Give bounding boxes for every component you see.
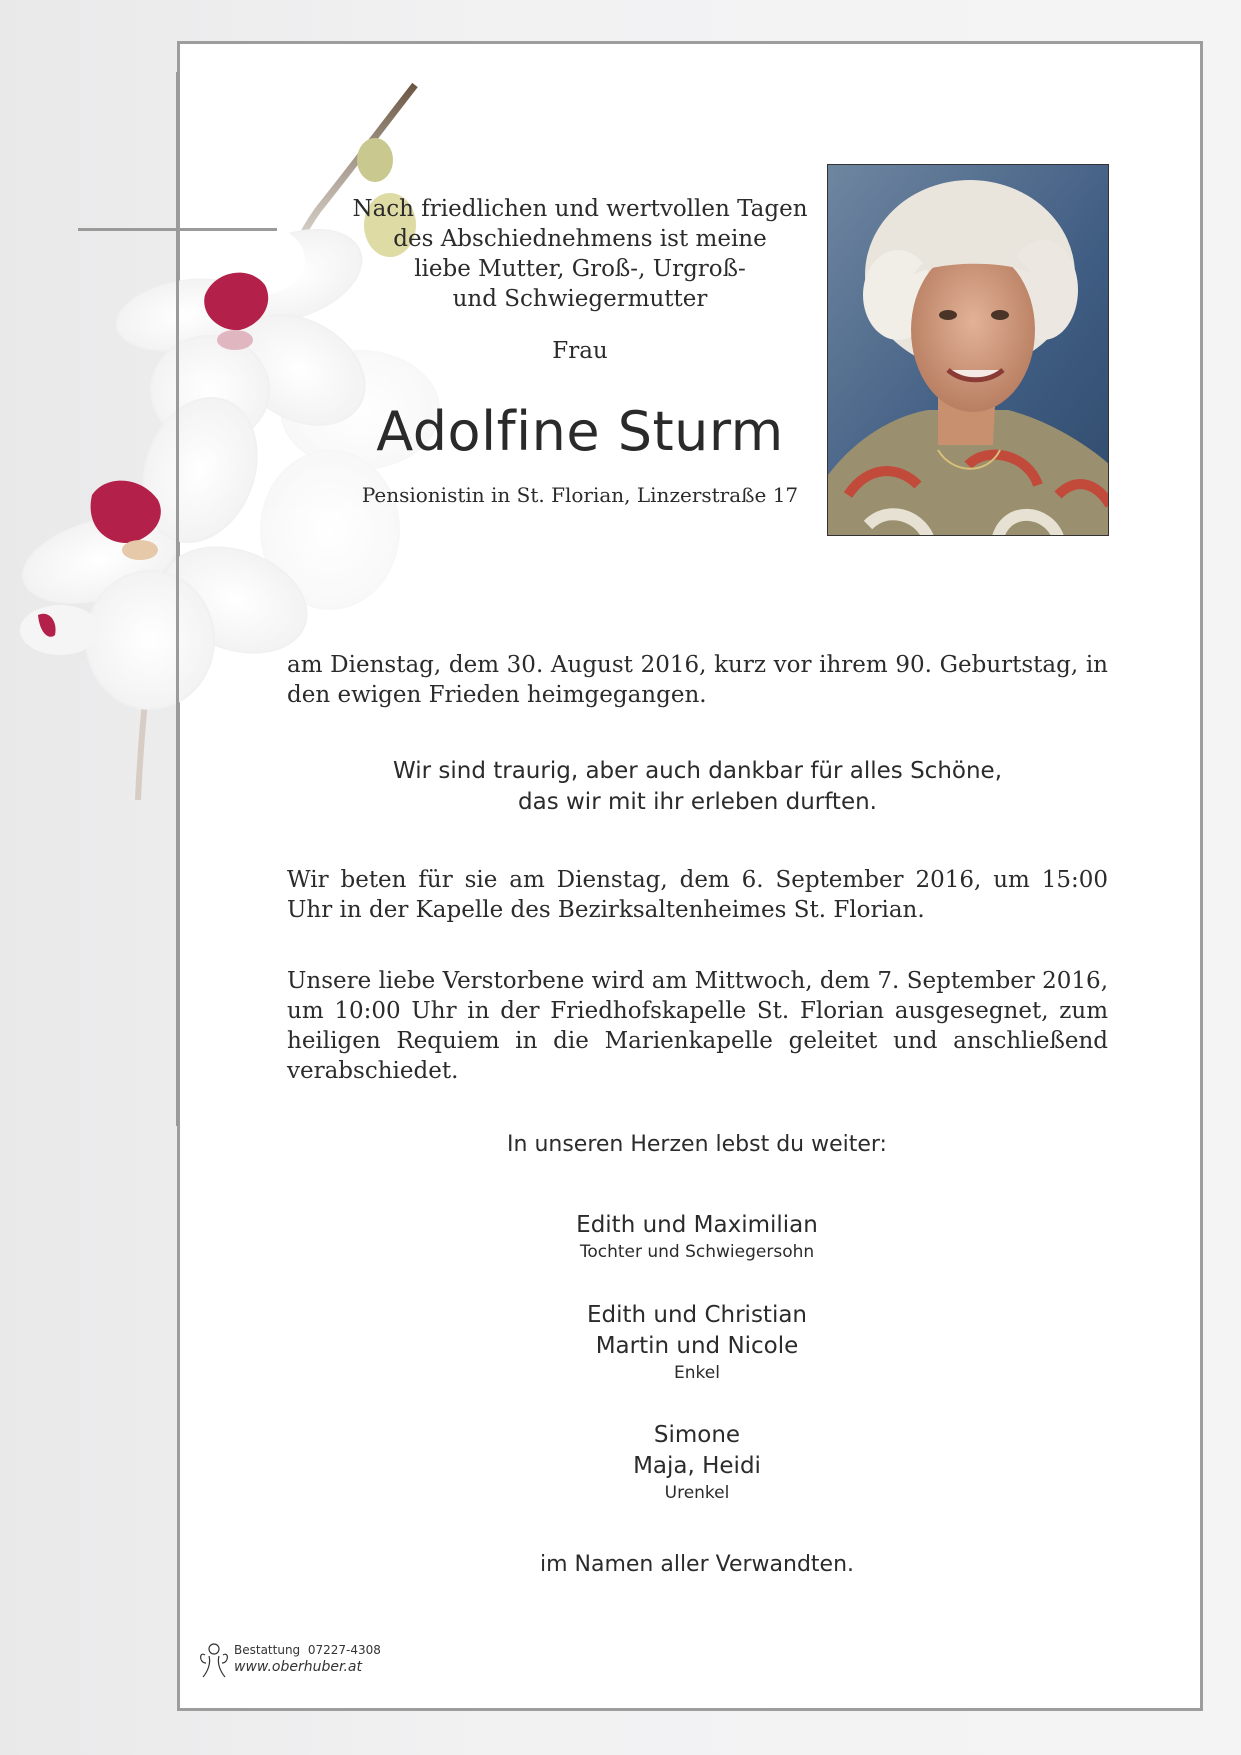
intro-text xyxy=(330,194,830,314)
mourner-group xyxy=(487,1300,907,1384)
quote-line: das wir mit ihr erleben durften. xyxy=(518,789,877,815)
salutation: Frau xyxy=(552,338,608,364)
occupation-address: Pensionistin in St. Florian, Linzerstraße 17 xyxy=(361,483,799,507)
mourner-role: Enkel xyxy=(674,1363,720,1383)
mourner-name: Simone xyxy=(653,1422,741,1448)
intro-line: und Schwiegermutter xyxy=(452,286,708,312)
mourner-name: Martin und Nicole xyxy=(595,1333,799,1359)
logo-label: Bestattung xyxy=(234,1643,301,1657)
funeral-text: Unsere liebe Verstorbene wird am Mittwoch, dem 7. September 2016, um 10:00 Uhr in der Friedhofskapelle St. Florian ausgesegnet, zum heiligen Requiem in die Marienkapelle geleitet und anschließend verabschiedet. xyxy=(287,968,1108,1084)
angel-logo-icon xyxy=(197,1641,229,1679)
logo-website[interactable]: www.oberhuber.at xyxy=(234,1659,362,1675)
mourner-name: Edith und Christian xyxy=(586,1302,808,1328)
cross-horizontal-bar xyxy=(78,228,277,231)
death-notice-text: am Dienstag, dem 30. August 2016, kurz vor ihrem 90. Geburtstag, in den ewigen Frieden heimgegangen. xyxy=(287,652,1108,708)
intro-line: Nach friedlichen und wertvollen Tagen xyxy=(352,196,808,222)
intro-line: des Abschiednehmens ist meine xyxy=(393,226,767,252)
portrait-photo xyxy=(827,164,1109,536)
mourner-name: Edith und Maximilian xyxy=(576,1212,818,1238)
closing-line: im Namen aller Verwandten. xyxy=(539,1552,855,1577)
mourner-group xyxy=(487,1420,907,1504)
quote xyxy=(287,756,1108,818)
hearts-line: In unseren Herzen lebst du weiter: xyxy=(507,1132,887,1157)
quote-line: Wir sind traurig, aber auch dankbar für alles Schöne, xyxy=(392,758,1003,784)
intro-line: liebe Mutter, Groß-, Urgroß- xyxy=(414,256,746,282)
logo-phone: 07227-4308 xyxy=(307,1643,381,1657)
mourner-group xyxy=(487,1210,907,1263)
mourner-name: Maja, Heidi xyxy=(633,1453,761,1479)
funeral-home-logo xyxy=(197,1641,397,1681)
mourner-role: Urenkel xyxy=(664,1483,730,1503)
deceased-name: Adolfine Sturm xyxy=(376,400,784,463)
prayer-text: Wir beten für sie am Dienstag, dem 6. September 2016, um 15:00 Uhr in der Kapelle des Bezirksaltenheimes St. Florian. xyxy=(287,867,1108,923)
mourner-role: Tochter und Schwiegersohn xyxy=(579,1242,815,1262)
